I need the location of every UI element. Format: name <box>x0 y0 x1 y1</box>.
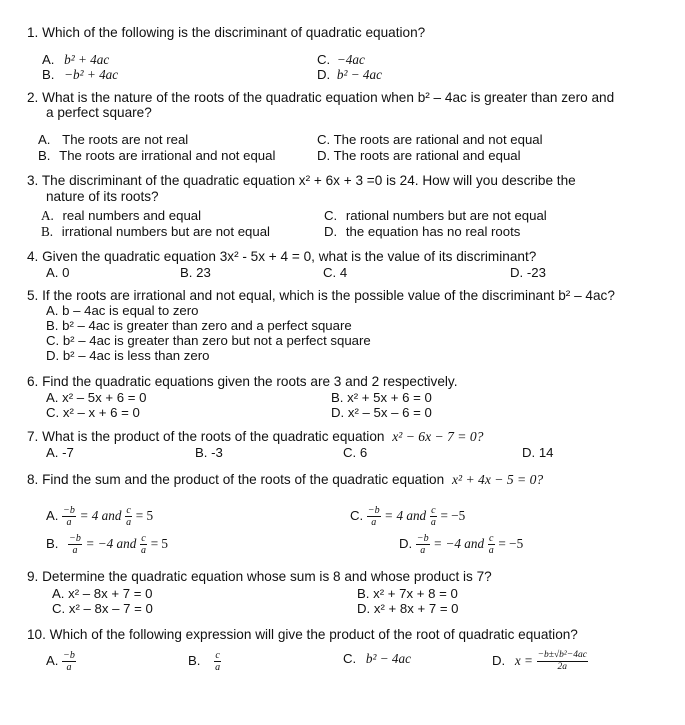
q10-option-a-numerator: −b <box>63 650 75 661</box>
q8-option-d-fraction-sum <box>416 533 430 556</box>
q10-option-a[interactable] <box>46 650 76 673</box>
q1-option-d-label: D. <box>317 67 331 82</box>
q2-option-c-label: C. <box>317 132 331 147</box>
q8-option-a-sum-numerator: −b <box>63 505 75 516</box>
q8-option-a[interactable] <box>46 505 153 528</box>
q1-option-c-text: −4ac <box>336 52 365 67</box>
question-8-stem <box>27 472 543 488</box>
q8-option-b[interactable] <box>46 533 168 556</box>
question-3-stem-line1: 3. The discriminant of the quadratic equation x² + 6x + 3 =0 is 24. How will you describe the <box>27 173 576 188</box>
q3-option-c-label: C. <box>324 208 338 223</box>
q8-option-d-product-numerator: c <box>489 533 494 544</box>
q1-option-d-text: b² − 4ac <box>336 67 382 82</box>
q8-option-c-product-denominator: a <box>430 517 436 528</box>
q8-option-c[interactable] <box>350 505 465 528</box>
q9-option-b[interactable]: B. x² + 7x + 8 = 0 <box>357 586 458 601</box>
q10-option-c-label: C. <box>343 651 357 666</box>
q8-option-a-fraction-product <box>125 505 132 528</box>
q10-option-d-lhs: x = <box>514 652 533 668</box>
q2-option-c-text: The roots are rational and not equal <box>333 132 543 147</box>
q3-option-a-label: A. <box>41 208 54 223</box>
question-7-stem-equation: x² − 6x − 7 = 0? <box>392 429 484 444</box>
q3-option-b-text: irrational numbers but are not equal <box>61 224 270 239</box>
question-7-stem-text: 7. What is the product of the roots of the quadratic equation <box>27 429 385 444</box>
q2-option-d[interactable] <box>317 148 521 163</box>
q2-option-b-label: B. <box>38 148 51 163</box>
question-1-stem: 1. Which of the following is the discriminant of quadratic equation? <box>27 25 426 40</box>
q8-option-a-fraction-sum <box>62 505 76 528</box>
q8-option-b-label: B. <box>46 535 59 551</box>
question-4-stem: 4. Given the quadratic equation 3x² - 5x + 4 = 0, what is the value of its discriminant? <box>27 249 537 264</box>
q6-option-b[interactable]: B. x² + 5x + 6 = 0 <box>331 390 432 405</box>
q2-option-a-label: A. <box>38 132 51 147</box>
q2-option-d-label: D. <box>317 148 331 163</box>
q2-option-a-text: The roots are not real <box>62 132 189 147</box>
q8-option-a-sum-denominator: a <box>66 517 72 528</box>
q1-option-a[interactable] <box>42 52 109 67</box>
q3-option-d[interactable] <box>324 224 520 239</box>
q8-option-d-end: = −5 <box>498 535 524 551</box>
q10-option-d-label: D. <box>492 652 506 668</box>
q2-option-c[interactable] <box>317 132 543 147</box>
question-3-stem-line2: nature of its roots? <box>46 189 159 204</box>
question-7-stem <box>27 429 483 445</box>
q7-option-d[interactable]: D. 14 <box>522 445 554 460</box>
q8-option-b-product-numerator: c <box>141 533 146 544</box>
q10-option-d-numerator: −b±√b²−4ac <box>537 650 587 660</box>
q3-option-c-text: rational numbers but are not equal <box>345 208 547 223</box>
question-9-stem: 9. Determine the quadratic equation whose sum is 8 and whose product is 7? <box>27 569 492 584</box>
q8-option-b-fraction-sum <box>68 533 82 556</box>
q4-option-c[interactable]: C. 4 <box>323 265 348 280</box>
question-2-stem-line2: a perfect square? <box>46 105 152 120</box>
q3-option-a[interactable] <box>41 208 201 223</box>
q8-option-a-end: = 5 <box>135 507 154 523</box>
q6-option-c[interactable]: C. x² – x + 6 = 0 <box>46 405 140 420</box>
q10-option-b-fraction <box>214 650 221 673</box>
q1-option-b[interactable] <box>42 67 118 82</box>
question-5-stem: 5. If the roots are irrational and not equal, which is the possible value of the discriminant b² – 4ac? <box>27 288 615 303</box>
q5-option-c[interactable]: C. b² – 4ac is greater than zero but not a perfect square <box>46 333 371 348</box>
q10-option-b-numerator: c <box>215 650 220 661</box>
q10-option-b[interactable] <box>188 650 221 673</box>
q8-option-b-sum-numerator: −b <box>69 533 81 544</box>
question-8-stem-equation: x² + 4x − 5 = 0? <box>451 472 544 487</box>
q8-option-c-fraction-product <box>430 505 437 528</box>
q6-option-a[interactable]: A. x² – 5x + 6 = 0 <box>46 390 147 405</box>
question-10-stem: 10. Which of the following expression will give the product of the root of quadratic equation? <box>27 627 578 642</box>
q3-option-b[interactable] <box>41 224 270 239</box>
question-6-stem: 6. Find the quadratic equations given the roots are 3 and 2 respectively. <box>27 374 458 389</box>
q9-option-d[interactable]: D. x² + 8x + 7 = 0 <box>357 601 459 616</box>
q1-option-d[interactable] <box>317 67 382 82</box>
q1-option-b-label: B. <box>42 67 55 82</box>
q1-option-c-label: C. <box>317 52 331 67</box>
q3-option-b-label: B. <box>41 224 54 239</box>
q2-option-b[interactable] <box>38 148 275 163</box>
q10-option-c-text: b² − 4ac <box>365 651 411 666</box>
q10-option-c[interactable] <box>343 651 411 666</box>
q8-option-c-middle: = 4 and <box>384 507 427 523</box>
q1-option-b-text: −b² + 4ac <box>64 67 119 82</box>
q8-option-c-fraction-sum <box>367 505 381 528</box>
q3-option-a-text: real numbers and equal <box>62 208 202 223</box>
q3-option-d-text: the equation has no real roots <box>345 224 521 239</box>
q3-option-d-label: D. <box>324 224 338 239</box>
q10-option-b-label: B. <box>188 652 201 668</box>
q4-option-b[interactable]: B. 23 <box>180 265 211 280</box>
q5-option-a[interactable]: A. b – 4ac is equal to zero <box>46 303 199 318</box>
q8-option-b-middle: = −4 and <box>85 535 137 551</box>
q2-option-b-text: The roots are irrational and not equal <box>59 148 276 163</box>
q10-option-a-label: A. <box>46 652 59 668</box>
q2-option-d-text: The roots are rational and equal <box>333 148 521 163</box>
q1-option-a-label: A. <box>42 52 55 67</box>
q1-option-c[interactable] <box>317 52 365 67</box>
q8-option-d-sum-numerator: −b <box>416 533 429 544</box>
q5-option-d[interactable]: D. b² – 4ac is less than zero <box>46 348 210 363</box>
q8-option-c-end: = −5 <box>440 507 466 523</box>
q8-option-c-sum-numerator: −b <box>367 505 380 516</box>
q7-option-a[interactable]: A. -7 <box>46 445 74 460</box>
q9-option-a[interactable]: A. x² – 8x + 7 = 0 <box>52 586 153 601</box>
q4-option-a[interactable]: A. 0 <box>46 265 70 280</box>
q8-option-c-sum-denominator: a <box>371 517 377 528</box>
q8-option-d-fraction-product <box>488 533 495 556</box>
q8-option-a-label: A. <box>46 507 59 523</box>
q10-option-d-denominator: 2a <box>557 662 567 672</box>
q7-option-b[interactable]: B. -3 <box>195 445 223 460</box>
q8-option-c-product-numerator: c <box>431 505 436 516</box>
q10-option-a-fraction <box>62 650 76 673</box>
q3-option-c[interactable] <box>324 208 547 223</box>
q8-option-b-product-denominator: a <box>141 545 147 556</box>
q10-option-b-denominator: a <box>215 662 221 673</box>
q8-option-d[interactable] <box>399 533 523 556</box>
q10-option-a-denominator: a <box>66 662 72 673</box>
q8-option-a-product-denominator: a <box>126 517 132 528</box>
q8-option-d-product-denominator: a <box>488 545 494 556</box>
q8-option-d-sum-denominator: a <box>420 545 426 556</box>
q2-option-a[interactable] <box>38 132 188 147</box>
q8-option-b-fraction-product <box>140 533 147 556</box>
q8-option-b-sum-denominator: a <box>72 545 78 556</box>
q8-option-d-label: D. <box>399 535 413 551</box>
q8-option-c-label: C. <box>350 507 364 523</box>
q8-option-d-middle: = −4 and <box>433 535 485 551</box>
q10-option-d[interactable] <box>492 650 588 673</box>
q8-option-b-end: = 5 <box>150 535 169 551</box>
q5-option-b[interactable]: B. b² – 4ac is greater than zero and a perfect square <box>46 318 352 333</box>
q9-option-c[interactable]: C. x² – 8x – 7 = 0 <box>52 601 153 616</box>
q1-option-a-text: b² + 4ac <box>64 52 110 67</box>
q6-option-d[interactable]: D. x² – 5x – 6 = 0 <box>331 405 432 420</box>
question-2-stem-line1: 2. What is the nature of the roots of the quadratic equation when b² – 4ac is greater than zero and <box>27 90 615 105</box>
q8-option-a-product-numerator: c <box>126 505 131 516</box>
question-8-stem-text: 8. Find the sum and the product of the roots of the quadratic equation <box>27 472 445 487</box>
q4-option-d[interactable]: D. -23 <box>510 265 546 280</box>
q7-option-c[interactable]: C. 6 <box>343 445 368 460</box>
q10-option-d-fraction <box>537 650 588 673</box>
q8-option-a-middle: = 4 and <box>79 507 122 523</box>
